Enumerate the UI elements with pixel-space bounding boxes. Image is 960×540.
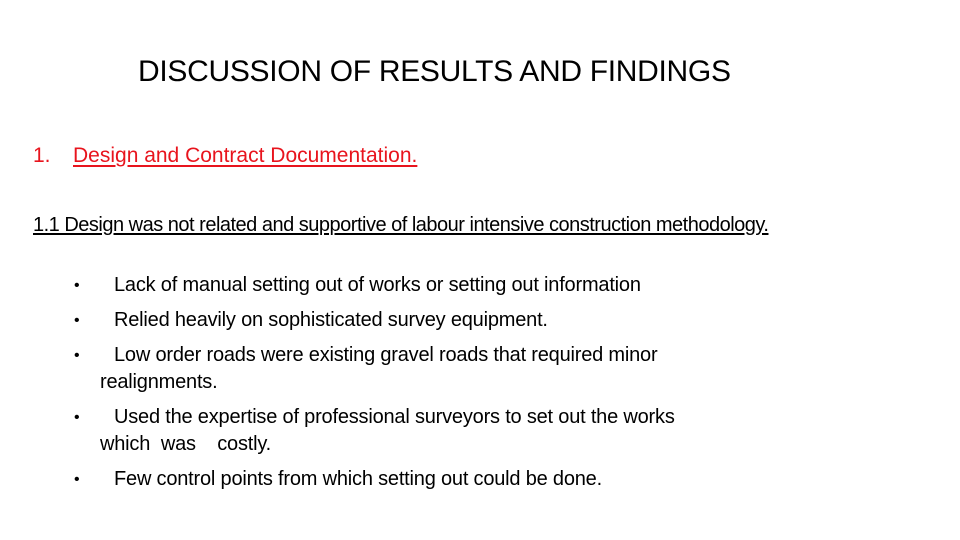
bullet-text: Low order roads were existing gravel roads that required minor: [114, 344, 658, 366]
section-number: 1.: [33, 144, 51, 167]
list-item: [74, 466, 834, 493]
slide-title: DISCUSSION OF RESULTS AND FINDINGS: [138, 55, 731, 88]
bullet-text: Used the expertise of professional surveyors to set out the works: [114, 406, 675, 428]
bullet-text: Lack of manual setting out of works or setting out information: [114, 274, 641, 296]
bullet-text-continuation: realignments.: [100, 371, 218, 393]
bullet-icon: •: [74, 277, 80, 294]
subsection-heading: [33, 213, 883, 238]
bullet-list: [74, 272, 834, 501]
bullet-text: Relied heavily on sophisticated survey equipment.: [114, 309, 548, 331]
subsection-text: 1.1 Design was not related and supportive of labour intensive construction methodology.: [33, 214, 769, 236]
bullet-text: Few control points from which setting out could be done.: [114, 468, 602, 490]
bullet-icon: •: [74, 347, 80, 364]
list-item: [74, 272, 834, 299]
list-item: [74, 404, 834, 458]
section-heading: [33, 142, 417, 170]
bullet-icon: •: [74, 471, 80, 488]
list-item: [74, 307, 834, 334]
bullet-icon: •: [74, 409, 80, 426]
bullet-text-continuation: which was costly.: [100, 433, 272, 455]
list-item: [74, 342, 834, 396]
bullet-icon: •: [74, 312, 80, 329]
section-label: Design and Contract Documentation.: [73, 144, 418, 167]
